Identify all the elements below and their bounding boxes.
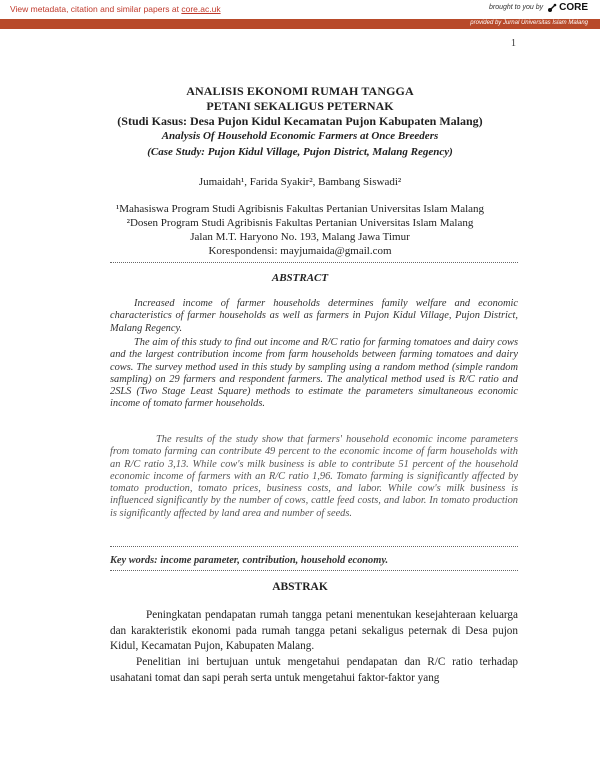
core-branding — [489, 2, 588, 13]
divider-top — [110, 262, 518, 263]
provided-by-text: provided by Jurnal Universitas Islam Malang — [470, 20, 588, 26]
divider-keywords-bottom — [110, 570, 518, 571]
abstrak-paragraph-2: Penelitian ini bertujuan untuk mengetahui pendapatan dan R/C ratio terhadap usahatani tomat dan sapi perah serta untuk mengetahui faktor-faktor yang — [110, 656, 518, 684]
metadata-notice — [10, 4, 221, 14]
core-link[interactable]: core.ac.uk — [181, 4, 221, 14]
english-title-line-2: (Case Study: Pujon Kidul Village, Pujon District, Malang Regency) — [147, 146, 453, 158]
abstract-paragraph-1: Increased income of farmer households determines family welfare and economic characteristics of farmer households as well as farmers in Pujon Kidul Village, Pujon District, Malang Regency. — [110, 298, 518, 334]
english-title-line-1: Analysis Of Household Economic Farmers at Once Breeders — [161, 130, 439, 142]
abstract-paragraph-2: The aim of this study to find out income and R/C ratio for farming tomatoes and dairy cows and the largest contribution income from farm households between farming tomatoes and dairy cows. The survey method used in this study by sampling using a random method (simple random sampling) on 29 farmers and respondent farmers. The analytical method used is R/C ratio and 2SLS (Two Stage Least Square) methods to estimate the parameters simultaneous economic income of tomato farmer households. — [110, 337, 518, 410]
correspondence: Korespondensi: mayjumaida@gmail.com — [208, 245, 392, 257]
address: Jalan M.T. Haryono No. 193, Malang Jawa Timur — [190, 231, 410, 243]
core-header-bar — [0, 0, 600, 20]
brought-by-text: brought to you by — [489, 4, 544, 11]
divider-keywords-top — [110, 546, 518, 547]
abstrak-paragraph-1: Peningkatan pendapatan rumah tangga petani menentukan kesejahteraan keluarga dan karakteristik ekonomi pada rumah tangga petani sekaligus peternak di Desa pujon Kidul, Kecamatan Pujon, Kabupaten Malang. — [110, 609, 518, 652]
abstract-heading: ABSTRACT — [271, 272, 329, 284]
core-label: CORE — [559, 2, 588, 13]
affiliation-2: ²Dosen Program Studi Agribisnis Fakultas Pertanian Universitas Islam Malang — [126, 217, 474, 229]
provided-by-bar — [0, 19, 600, 29]
keywords: Key words: income parameter, contribution, household economy. — [110, 555, 389, 566]
page-number: 1 — [511, 38, 516, 49]
title-line-2: PETANI SEKALIGUS PETERNAK — [206, 99, 394, 113]
metadata-prefix: View metadata, citation and similar papers at — [10, 4, 179, 14]
affiliation-1: ¹Mahasiswa Program Studi Agribisnis Fakultas Pertanian Universitas Islam Malang — [115, 203, 485, 215]
authors: Jumaidah¹, Farida Syakir², Bambang Siswadi² — [198, 176, 402, 188]
abstract-paragraph-3: The results of the study show that farmers' household economic income parameters from tomato farming can contribute 49 percent to the economic income of farm households with an R/C ratio 3,13. While cow's milk business is able to contribute 51 percent of the household economic income of farmers with an R/C ratio 1,96. Tomato farming is significantly affected by tomato production, tomato prices, business costs, and labor. While cow's milk business is influenced significantly by the number of cows, cattle feed costs, and labor. In tomato production is significantly affected by land area and number of seeds. — [110, 434, 518, 519]
core-logo[interactable] — [547, 2, 588, 13]
core-logo-icon — [547, 3, 557, 13]
title-line-1: ANALISIS EKONOMI RUMAH TANGGA — [186, 84, 414, 98]
title-line-3: (Studi Kasus: Desa Pujon Kidul Kecamatan Pujon Kabupaten Malang) — [117, 114, 483, 128]
abstrak-heading: ABSTRAK — [272, 581, 328, 593]
